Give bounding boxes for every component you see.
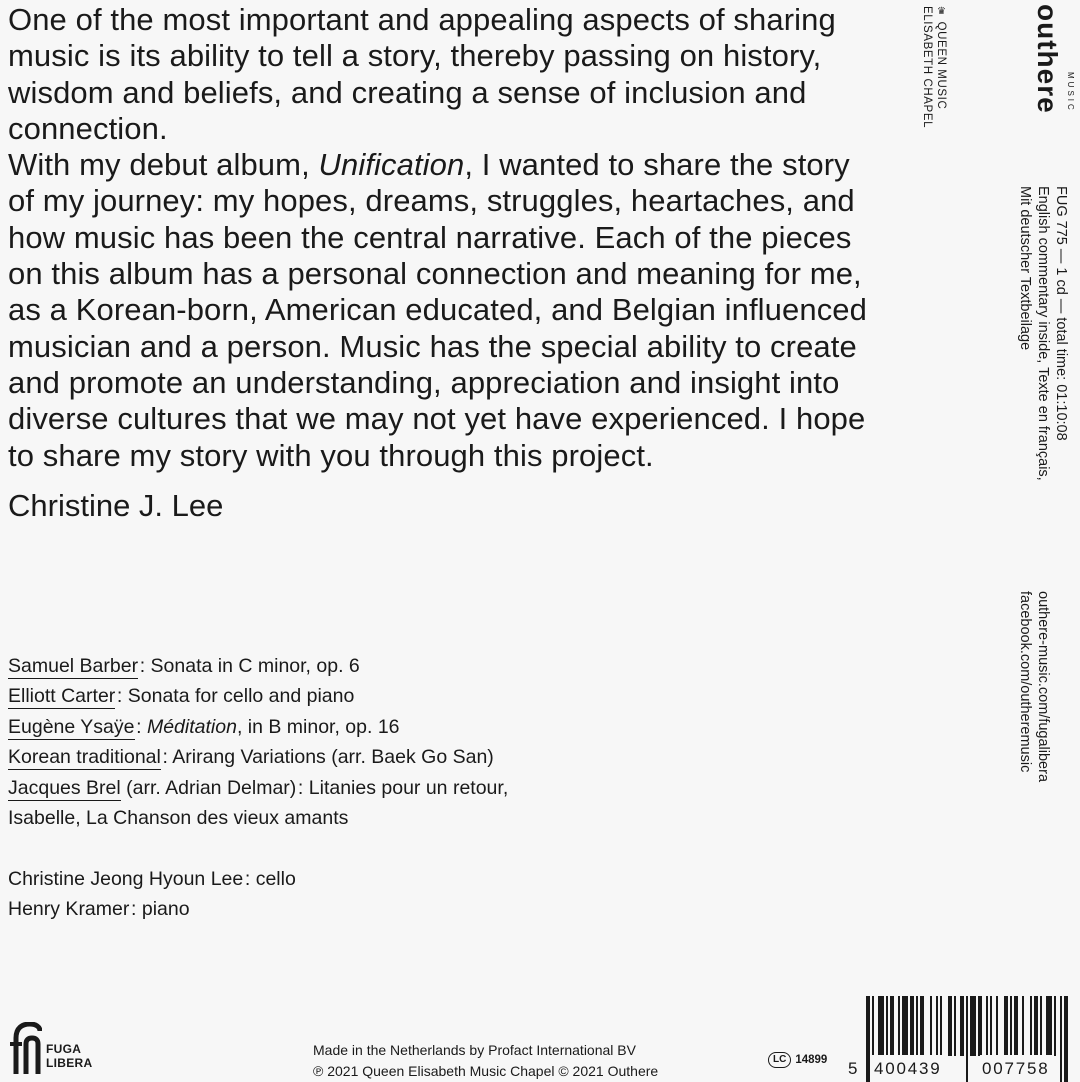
- composer-name: Elliott Carter: [8, 685, 116, 708]
- barcode-digit-group: 400439: [872, 1055, 944, 1082]
- composer-name: Samuel Barber: [8, 655, 139, 677]
- program-item: Jacques Brel (arr. Adrian Delmar) : Litanies pour un retour,: [8, 776, 509, 799]
- work-title: Sonata for cello and piano: [127, 685, 355, 708]
- quote-paragraph-1: One of the most important and appealing aspects of sharing music is its ability to tell a story, thereby passing on history, wisdom and beliefs, and creating a sense of inclusion and connection.: [8, 2, 836, 146]
- barcode-digit-group: 007758: [980, 1055, 1052, 1082]
- barcode-bar: [954, 996, 956, 1056]
- performer-role: piano: [141, 898, 190, 921]
- barcode-bar: [1014, 996, 1018, 1056]
- performer-name: Henry Kramer: [8, 898, 130, 921]
- crown-icon: ♛: [936, 6, 947, 18]
- outhere-logo-subtitle: MUSIC: [1066, 72, 1075, 113]
- barcode-bar: [920, 996, 924, 1056]
- language-line-2: Mit deutscher Textbeilage: [1017, 186, 1033, 351]
- catalog-line: FUG 775 — 1 cd — total time: 01:10:08: [1053, 186, 1069, 441]
- barcode-bar: [936, 996, 938, 1056]
- barcode-bar: [1004, 996, 1008, 1056]
- work-title: , in B minor, op. 16: [236, 715, 400, 738]
- work-title: Litanies pour un retour,: [308, 776, 509, 799]
- barcode-bar: [878, 996, 884, 1056]
- fuga-libera-icon: [8, 1022, 42, 1074]
- barcode-bar: [886, 996, 888, 1056]
- program-item: Korean traditional : Arirang Variations (arr. Baek Go San): [8, 746, 494, 769]
- composer-name: Eugène Ysaÿe: [8, 715, 135, 738]
- composer-name: Jacques Brel: [8, 776, 121, 799]
- quote-paragraph-2: With my debut album, Unification, I wanted to share the story of my journey: my hopes, dreams, struggles, heartaches, and how music has been the central narrative. Each of the pieces on this album has a personal connection and meaning for me, as a Korean-born, American educated, and Belgian influenced musician and a person. Music has the special ability to create and promote an understanding, appreciation and insight into diverse cultures that we may not yet have experienced. I hope to share my story with you through this project.: [8, 147, 867, 473]
- lc-icon: LC: [768, 1052, 791, 1068]
- barcode-bar: [948, 996, 952, 1056]
- signature: Christine J. Lee: [8, 488, 224, 523]
- composer-name: Korean traditional: [8, 746, 161, 769]
- performer-name: Christine Jeong Hyoun Lee: [8, 868, 244, 890]
- performer-credits: [8, 864, 296, 925]
- performer-row: Christine Jeong Hyoun Lee : cello: [8, 868, 296, 890]
- arranger-note: (arr. Adrian Delmar): [120, 776, 297, 799]
- barcode-digit-group: 5: [846, 1055, 861, 1082]
- work-title: Arirang Variations (arr. Baek Go San): [172, 746, 494, 769]
- album-title: Unification: [318, 147, 465, 183]
- barcode-bar: [990, 996, 992, 1056]
- queen-elisabeth-logo: ♛QUEEN MUSIC ELISABETH CHAPEL: [921, 6, 947, 129]
- barcode-bar: [1030, 996, 1032, 1056]
- barcode-bar: [1040, 996, 1042, 1056]
- program-item: Samuel Barber : Sonata in C minor, op. 6: [8, 655, 360, 677]
- lc-number: 14899: [795, 1054, 828, 1066]
- barcode-bar: [898, 996, 900, 1056]
- copyright-line: ℗ 2021 Queen Elisabeth Music Chapel © 2021 Outhere: [313, 1063, 659, 1079]
- barcode-bar: [1010, 996, 1012, 1056]
- barcode-bar: [978, 996, 982, 1056]
- catalog-info: [1016, 186, 1070, 481]
- barcode-bar: [902, 996, 908, 1056]
- manufacturing-info: [313, 1040, 658, 1082]
- barcode-bar: [986, 996, 988, 1056]
- program-item: Eugène Ysaÿe : Méditation, in B minor, op. 16: [8, 715, 400, 738]
- barcode-bar: [996, 996, 998, 1056]
- liner-note-quote: [8, 2, 878, 474]
- barcode-bar: [910, 996, 914, 1056]
- facebook-link[interactable]: facebook.com/outheremusic: [1017, 591, 1033, 773]
- barcode-number: [848, 1055, 1076, 1082]
- barcode-bar: [1022, 996, 1024, 1056]
- barcode-bar: [940, 996, 942, 1056]
- barcode-bar: [1034, 996, 1038, 1056]
- barcode-bar: [890, 996, 894, 1056]
- barcode-bar: [916, 996, 918, 1056]
- web-links: [1016, 591, 1052, 782]
- barcode-bar: [1046, 996, 1052, 1056]
- work-title-italic: Méditation: [146, 715, 237, 738]
- program-list: [8, 651, 708, 833]
- barcode-bar: [1054, 996, 1056, 1056]
- work-title: Sonata in C minor, op. 6: [150, 655, 360, 677]
- label-code: [768, 1052, 827, 1068]
- outhere-logo: outhere: [1032, 4, 1063, 114]
- program-item-continuation: Isabelle, La Chanson des vieux amants: [8, 807, 349, 830]
- barcode-bar: [970, 996, 976, 1056]
- barcode-bar: [960, 996, 964, 1056]
- barcode-bar: [930, 996, 932, 1056]
- performer-row: Henry Kramer : piano: [8, 898, 190, 921]
- language-line: English commentary inside, Texte en français,: [1035, 186, 1051, 481]
- fuga-libera-logo: [8, 1022, 92, 1074]
- website-link[interactable]: outhere-music.com/fugalibera: [1035, 591, 1051, 783]
- performer-role: cello: [255, 868, 296, 890]
- made-in-line: Made in the Netherlands by Profact International BV: [313, 1042, 636, 1058]
- program-item: Elliott Carter : Sonata for cello and piano: [8, 685, 355, 708]
- fuga-libera-wordmark: FUGA LIBERA: [46, 1042, 93, 1070]
